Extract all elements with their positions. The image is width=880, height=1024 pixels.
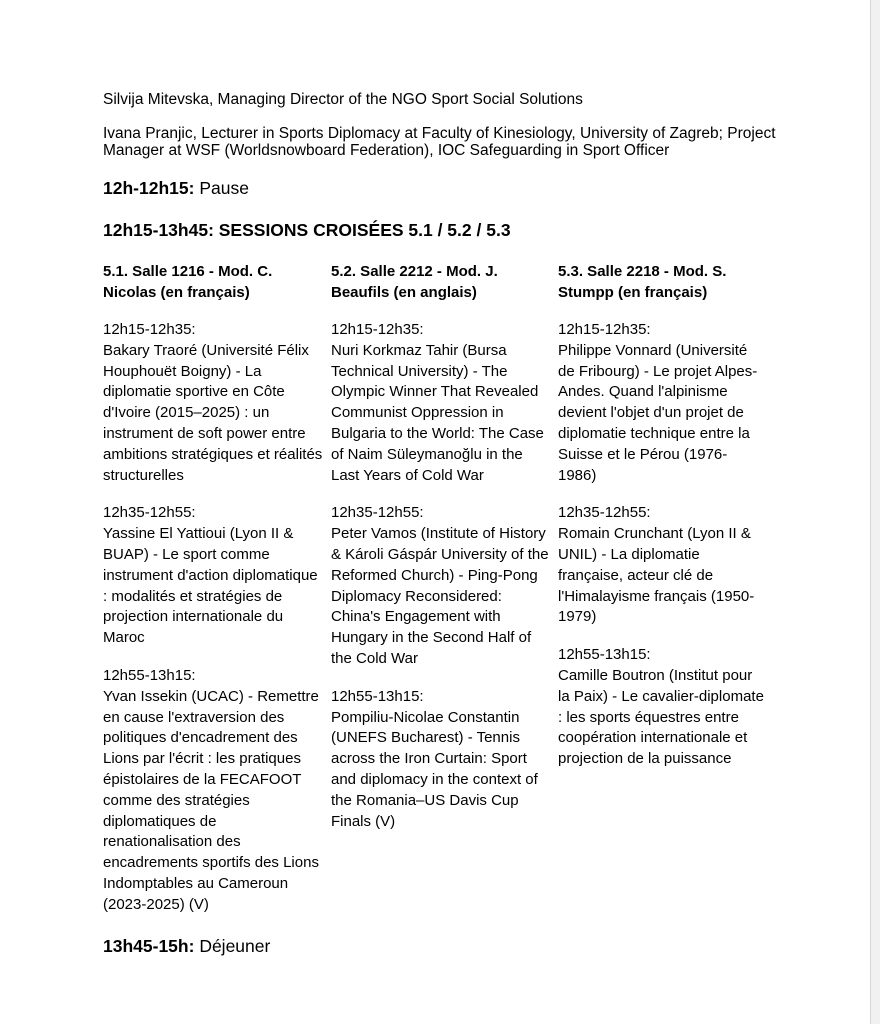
session-column-5-2 xyxy=(331,261,558,933)
talk-text: Pompiliu-Nicolae Constantin (UNEFS Bucharest) - Tennis across the Iron Curtain: Sport and diplomacy in the context of the Romania–US Davis Cup Finals (V) xyxy=(331,708,538,830)
talk-item xyxy=(558,320,773,486)
lunch-label: Déjeuner xyxy=(199,935,271,956)
session-column-5-3 xyxy=(558,261,773,933)
talk-time: 12h35-12h55: xyxy=(103,504,196,522)
pause-slot xyxy=(103,177,783,199)
talk-text: Nuri Korkmaz Tahir (Bursa Technical University) - The Olympic Winner That Revealed Communist Oppression in Bulgaria to the World: The Case of Naim Süleymanoğlu in the Last Years of Cold War xyxy=(331,341,544,484)
talk-item xyxy=(103,666,331,916)
talk-time: 12h55-13h15: xyxy=(103,666,196,684)
talk-item xyxy=(558,503,773,628)
talk-time: 12h35-12h55: xyxy=(331,504,424,522)
talk-text: Camille Boutron (Institut pour la Paix) - Le cavalier-diplomate : les sports équestres entre coopération internationale et projection de la puissance xyxy=(558,666,764,768)
pause-time: 12h-12h15: xyxy=(103,178,195,198)
talk-text: Peter Vamos (Institute of History & Károli Gáspár University of the Reformed Church) - Ping-Pong Diplomacy Reconsidered: China's Engagement with Hungary in the Second Half of the Cold War xyxy=(331,525,549,667)
pause-label: Pause xyxy=(199,178,249,198)
talk-item xyxy=(103,320,331,486)
session-title: 5.2. Salle 2212 - Mod. J. Beaufils (en anglais) xyxy=(331,263,498,301)
talk-item xyxy=(331,320,558,486)
lunch-time: 13h45-15h: xyxy=(103,935,195,956)
talk-text: Philippe Vonnard (Université de Fribourg) - Le projet Alpes-Andes. Quand l'alpinisme devient l'objet d'un projet de diplomatie technique entre la Suisse et le Pérou (1976-1986) xyxy=(558,341,758,484)
talk-item xyxy=(558,645,773,770)
session-title: 5.1. Salle 1216 - Mod. C. Nicolas (en français) xyxy=(103,263,273,301)
talk-time: 12h55-13h15: xyxy=(558,646,651,664)
talk-time: 12h15-12h35: xyxy=(103,321,196,338)
lunch-slot xyxy=(103,935,783,957)
talk-time: 12h15-12h35: xyxy=(558,321,651,338)
talk-time: 12h35-12h55: xyxy=(558,504,651,522)
talk-item xyxy=(331,503,558,669)
session-column-5-1 xyxy=(103,261,331,933)
vertical-scrollbar[interactable] xyxy=(871,0,880,1024)
session-title: 5.3. Salle 2218 - Mod. S. Stumpp (en français) xyxy=(558,263,727,301)
talk-item xyxy=(331,687,558,833)
talk-text: Romain Crunchant (Lyon II & UNIL) - La diplomatie française, acteur clé de l'Himalayisme français (1950-1979) xyxy=(558,525,755,626)
talk-time: 12h55-13h15: xyxy=(331,687,424,705)
talk-item xyxy=(103,503,331,649)
talk-text: Yassine El Yattioui (Lyon II & BUAP) - Le sport comme instrument d'action diplomatique : modalités et stratégies de projection internationale du Maroc xyxy=(103,525,318,647)
talk-time: 12h15-12h35: xyxy=(331,321,424,338)
speaker-line: Ivana Pranjic, Lecturer in Sports Diplomacy at Faculty of Kinesiology, University of Zagreb; Project Manager at WSF (Worldsnowboard Federation), IOC Safeguarding in Sport Officer xyxy=(103,125,776,159)
sessions-heading: 12h15-13h45: SESSIONS CROISÉES 5.1 / 5.2 / 5.3 xyxy=(103,220,511,240)
speaker-line: Silvija Mitevska, Managing Director of the NGO Sport Social Solutions xyxy=(103,91,583,108)
session-columns xyxy=(103,261,783,933)
talk-text: Yvan Issekin (UCAC) - Remettre en cause l'extraversion des politiques d'encadrement des Lions par l'écrit : les pratiques épistolaires de la FECAFOOT comme des stratégies diplomatiques de renationalisation des encadrements sportifs des Lions Indomptables au Cameroun (2023-2025) (V) xyxy=(103,687,319,913)
programme-content xyxy=(103,91,783,957)
talk-text: Bakary Traoré (Université Félix Houphouët Boigny) - La diplomatie sportive en Côte d'Ivoire (2015–2025) : un instrument de soft power entre ambitions stratégiques et réalités structurelles xyxy=(103,341,323,484)
